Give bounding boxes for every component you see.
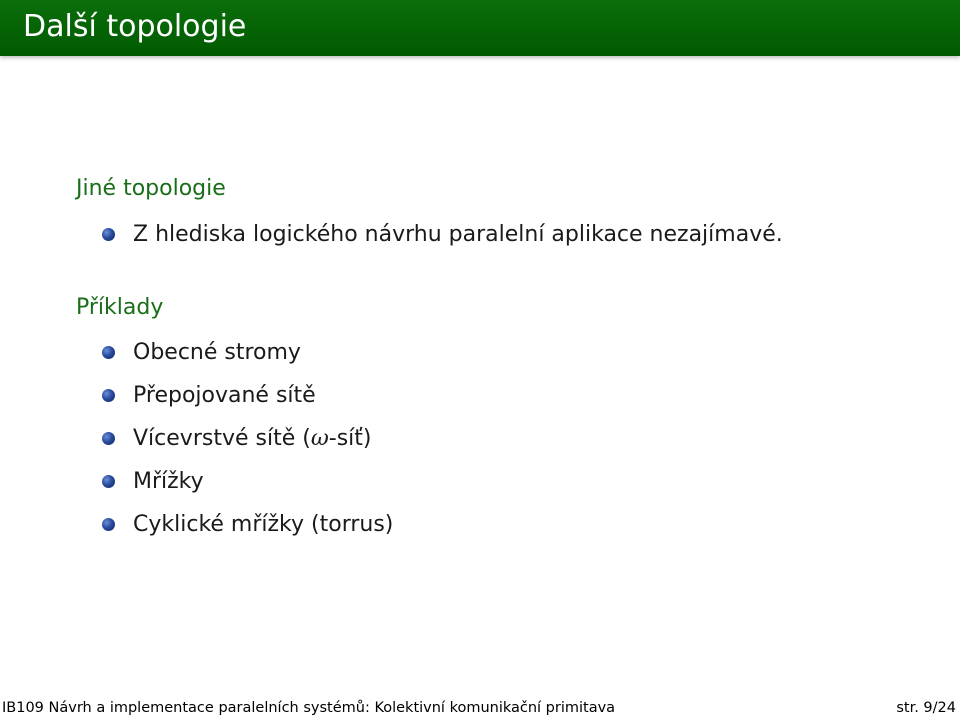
bullet-icon [102,228,115,241]
list-item-text: Přepojované sítě [133,383,316,408]
list-item-text: Obecné stromy [133,340,301,365]
slide-title-bar [0,0,960,56]
omega-symbol: ω [310,426,329,451]
list-item-text-before: Vícevrstvé sítě ( [133,426,311,451]
footer-page-number: str. 9/24 [896,700,956,716]
bullet-icon [102,432,115,445]
list-item-text-after: -síť) [328,426,372,451]
block-title-other-topologies: Jiné topologie [76,176,226,201]
list-item-text: Cyklické mřížky (torrus) [133,512,394,537]
bullet-icon [102,346,115,359]
list-item-text: Mřížky [133,469,204,494]
bullet-icon [102,475,115,488]
slide-footer [0,697,960,719]
block-title-examples: Příklady [76,295,164,320]
list-item-text [133,424,372,454]
bullet-icon [102,389,115,402]
list-item-text: Z hlediska logického návrhu paralelní aplikace nezajímavé. [133,222,783,247]
footer-course-title: IB109 Návrh a implementace paralelních systémů: Kolektivní komunikační primitava [2,700,616,716]
bullet-icon [102,518,115,531]
slide-title: Další topologie [23,9,247,44]
